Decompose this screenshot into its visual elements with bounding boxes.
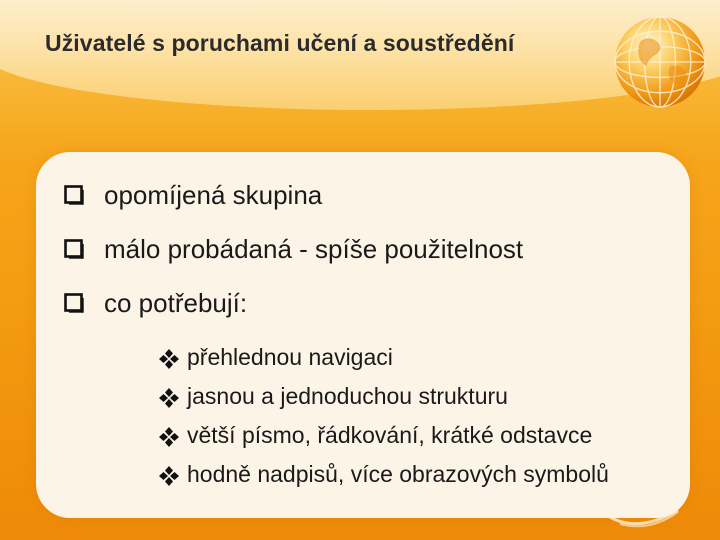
bullet-item — [64, 234, 609, 264]
square-bullet-icon — [64, 239, 84, 259]
square-bullet-icon — [64, 293, 84, 313]
bullet-text: opomíjená skupina — [104, 180, 323, 210]
bullet-item — [64, 288, 609, 488]
bullet-text: málo probádaná - spíše použitelnost — [104, 234, 524, 264]
subbullet-item — [159, 461, 609, 488]
slide-title: Uživatelé s poruchami učení a soustředění — [45, 30, 515, 56]
four-diamond-bullet-icon — [159, 388, 179, 408]
decorative-swirl — [600, 470, 690, 530]
four-diamond-bullet-icon — [159, 349, 179, 369]
subbullet-text: větší písmo, řádkování, krátké odstavce — [187, 422, 593, 448]
subbullet-item — [159, 422, 609, 449]
subbullet-item — [159, 383, 609, 410]
subbullet-text: hodně nadpisů, více obrazových symbolů — [187, 461, 609, 487]
four-diamond-bullet-icon — [159, 466, 179, 486]
bullet-text: co potřebují: — [104, 288, 248, 318]
bullet-list — [64, 180, 609, 488]
subbullet-list — [159, 344, 609, 488]
four-diamond-bullet-icon — [159, 427, 179, 447]
subbullet-item — [159, 344, 609, 371]
subbullet-text: jasnou a jednoduchou strukturu — [187, 383, 508, 409]
globe-icon — [612, 14, 708, 110]
bullet-item — [64, 180, 609, 210]
square-bullet-icon — [64, 185, 84, 205]
subbullet-text: přehlednou navigaci — [187, 344, 393, 370]
